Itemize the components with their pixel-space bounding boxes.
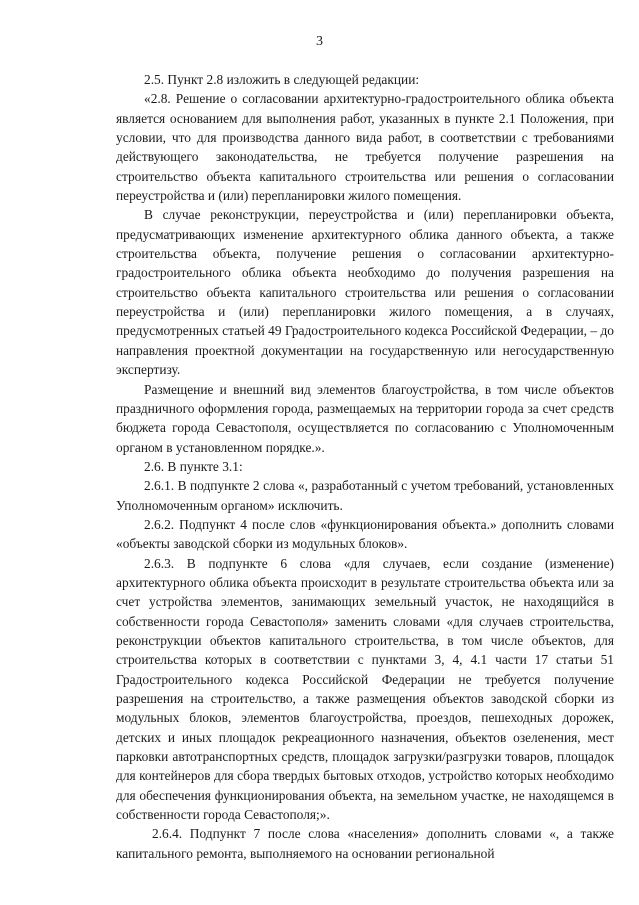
paragraph-2-5: 2.5. Пункт 2.8 изложить в следующей редакции: xyxy=(144,72,420,87)
document-body xyxy=(116,70,614,863)
paragraph-2-6-1: 2.6.1. В подпункте 2 слова «, разработанный с учетом требований, установленных Уполномоченным органом» исключить. xyxy=(116,478,614,513)
paragraph-reconstruction-case: В случае реконструкции, переустройства и (или) перепланировки объекта, предусматривающих изменение архитектурного облика данного объекта, а также строительства объекта, получение решения о согласовании архитектурно-градостроительного облика объекта необходимо до получения разрешения на строительство объекта капитального строительства или решения о согласовании переустройства и (или) перепланировки жилого помещения, а в случаях, предусмотренных статьей 49 Градостроительного кодекса Российской Федерации, – до направления проектной документации на государственную или негосударственную экспертизу. xyxy=(116,207,614,378)
paragraph-2-8-quote: «2.8. Решение о согласовании архитектурно-градостроительного облика объекта является основанием для выполнения работ, указанных в пункте 2.1 Положения, при условии, что для производства данного вида работ, в соответствии с требованиями действующего законодательства, не требуется получение разрешения на строительство объекта капитального строительства или решения о согласовании переустройства и (или) перепланировки жилого помещения. xyxy=(116,91,614,204)
page-number: 3 xyxy=(316,34,323,49)
paragraph-2-6-2: 2.6.2. Подпункт 4 после слов «функционирования объекта.» дополнить словами «объекты заводской сборки из модульных блоков». xyxy=(116,516,614,552)
paragraph-landscaping-elements: Размещение и внешний вид элементов благоустройства, в том числе объектов праздничного оформления города, размещаемых на территории города за счет средств бюджета города Севастополя, осуществляется по согласованию с Уполномоченным органом в установленном порядке.». xyxy=(116,381,614,455)
paragraph-2-6: 2.6. В пункте 3.1: xyxy=(144,458,243,474)
paragraph-2-6-4: 2.6.4. Подпункт 7 после слова «населения» дополнить словами «, а также капитального ремонта, выполняемого на основании региональной xyxy=(116,826,614,861)
paragraph-2-6-3: 2.6.3. В подпункте 6 слова «для случаев, если создание (изменение) архитектурного облика объекта происходит в результате строительства объекта или за счет устройства элементов, занимающих земельный участок, не находящийся в собственности города Севастополя» заменить словами «для случаев строительства, реконструкции объектов капитального строительства, в том числе объектов, для строительства которых в соответствии с пунктами 3, 4, 4.1 части 17 статьи 51 Градостроительного кодекса Российской Федерации не требуется получение разрешения на строительство, а также размещения объектов заводской сборки из модульных блоков, элементов благоустройства, проездов, пешеходных дорожек, детских и иных площадок рекреационного назначения, объектов озеленения, мест парковки автотранспортных средств, площадок загрузки/разгрузки товаров, площадок для контейнеров для сбора твердых бытовых отходов, устройство которых необходимо для обеспечения функционирования объекта, на земельном участке, не находящемся в собственности города Севастополя;». xyxy=(116,555,614,823)
